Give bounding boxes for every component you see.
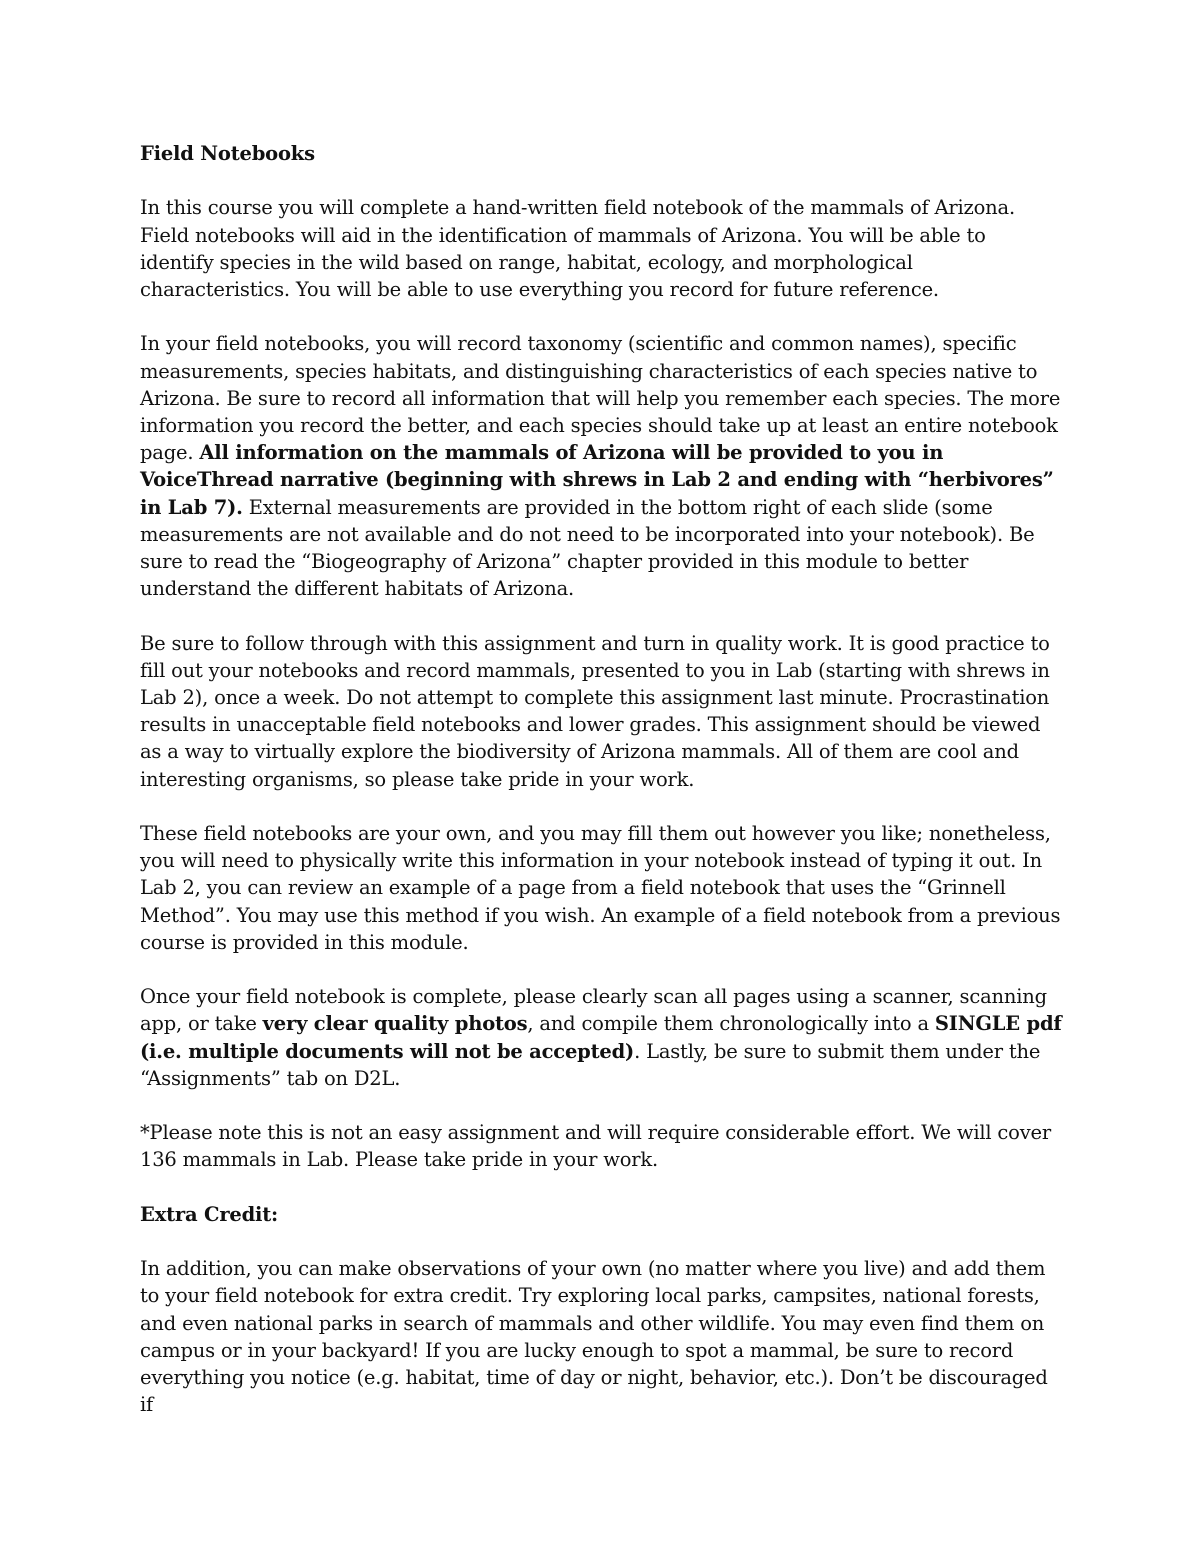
- paragraph-quality-work: Be sure to follow through with this assignment and turn in quality work. It is good practice to fill out your notebooks and record mammals, presented to you in Lab (starting with shrews in Lab 2), once a week. Do not attempt to complete this assignment last minute. Procrastination results in unacceptable field notebooks and lower grades. This assignment should be viewed as a way to virtually explore the biodiversity of Arizona mammals. All of them are cool and interesting organisms, so please take pride in your work.: [140, 631, 1050, 791]
- paragraph-recording-text-b: External measurements are provided in the bottom right of each slide (some measurements are not available and do not need to be incorporated into your notebook). Be sure to read the “Biogeography of Arizona” chapter provided in this module to better understand the different habitats of Arizona.: [140, 495, 1035, 601]
- paragraph-intro: In this course you will complete a hand-written field notebook of the mammals of Arizona. Field notebooks will aid in the identification of mammals of Arizona. You will be able to identify species in the wild based on range, habitat, ecology, and morphological characteristics. You will be able to use everything you record for future reference.: [140, 196, 1015, 301]
- paragraph-submission-text-c: . Lastly, be sure to submit them under the “Assignments” tab on D2L.: [140, 1039, 1041, 1090]
- document-title: Field Notebooks: [140, 142, 315, 165]
- extra-credit-heading: Extra Credit:: [140, 1202, 279, 1226]
- paragraph-extra-credit: In addition, you can make observations of your own (no matter where you live) and add them to your field notebook for extra credit. Try exploring local parks, campsites, national forests, and even national parks in search of mammals and other wildlife. You may even find them on campus or in your backyard! If you are lucky enough to spot a mammal, be sure to record everything you notice (e.g. habitat, time of day or night, behavior, etc.). Don’t be discouraged if: [140, 1257, 1048, 1417]
- paragraph-recording: [140, 330, 1065, 602]
- paragraph-submission-text-b: , and compile them chronologically into a: [527, 1012, 935, 1036]
- paragraph-note: *Please note this is not an easy assignment and will require considerable effort. We will cover 136 mammals in Lab. Please take pride in your work.: [140, 1121, 1051, 1172]
- paragraph-recording-bold: All information on the mammals of Arizona will be provided to you in VoiceThread narrative (beginning with shrews in Lab 2 and ending with “herbivores” in Lab 7).: [140, 441, 1054, 519]
- paragraph-submission-bold-photos: very clear quality photos: [262, 1012, 528, 1036]
- paragraph-submission-bold-pdf: SINGLE pdf (i.e. multiple documents will not be accepted): [140, 1012, 1062, 1063]
- paragraph-recording-text-a: In your field notebooks, you will record taxonomy (scientific and common names), specific measurements, species habitats, and distinguishing characteristics of each species native to Arizona. Be sure to record all information that will help you remember each species. The more information you record the better, and each species should take up at least an entire notebook page.: [140, 332, 1061, 465]
- document-page: [140, 140, 1065, 1446]
- paragraph-submission-text-a: Once your field notebook is complete, please clearly scan all pages using a scanner, scanning app, or take: [140, 985, 1047, 1036]
- paragraph-submission: [140, 983, 1065, 1092]
- paragraph-your-own: These field notebooks are your own, and you may fill them out however you like; nonetheless, you will need to physically write this information in your notebook instead of typing it out. In Lab 2, you can review an example of a page from a field notebook that uses the “Grinnell Method”. You may use this method if you wish. An example of a field notebook from a previous course is provided in this module.: [140, 822, 1061, 954]
